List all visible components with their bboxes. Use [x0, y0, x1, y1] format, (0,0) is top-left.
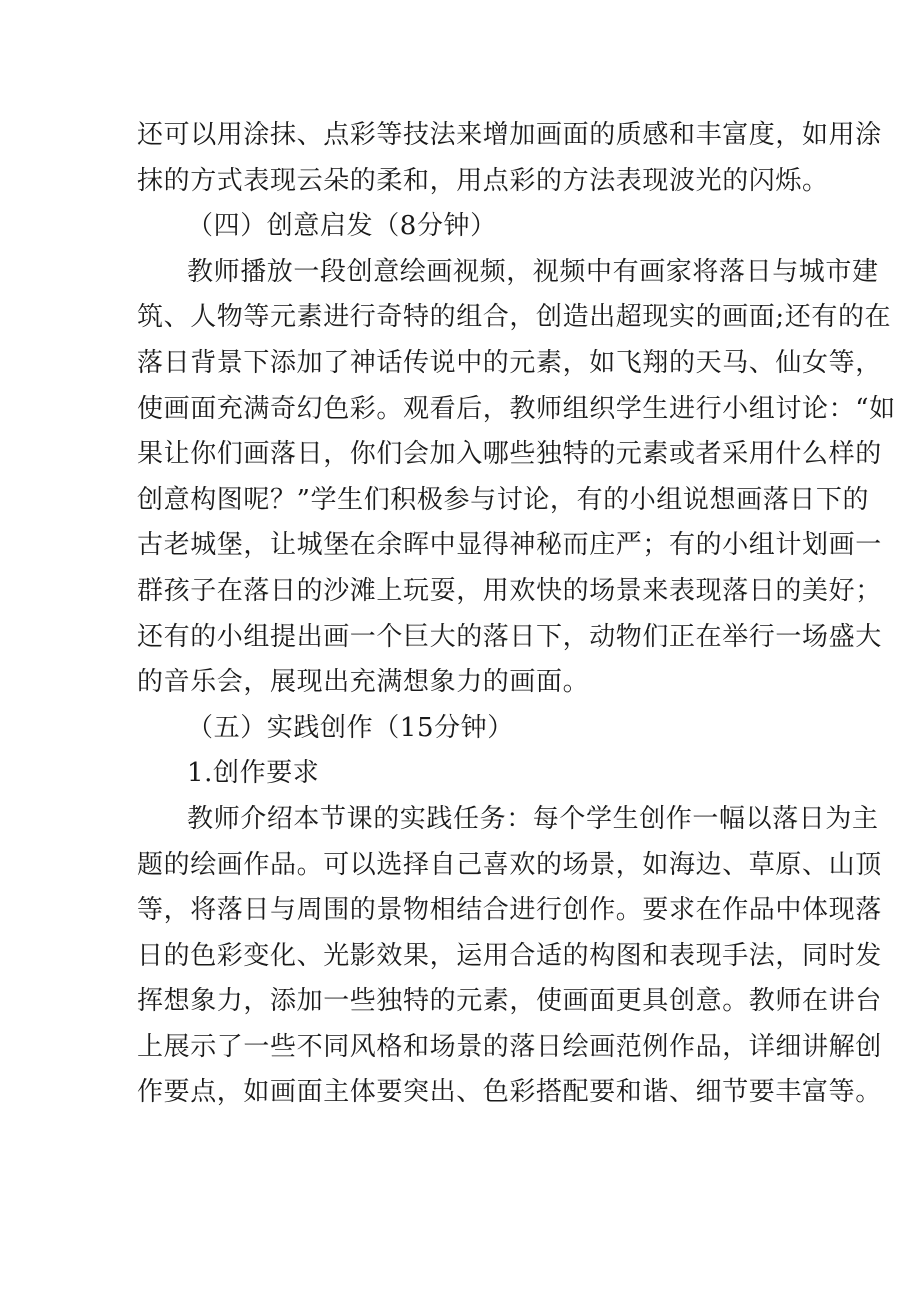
document-body — [137, 113, 896, 1116]
paragraph-line: 挥想象力，添加一些独特的元素，使画面更具创意。教师在讲台 — [137, 986, 882, 1017]
paragraph-line: 作要点，如画面主体要突出、色彩搭配要和谐、细节要丰富等。 — [137, 1077, 882, 1108]
section-heading: （五）实践创作（15分钟） — [187, 712, 514, 743]
paragraph-line: 抹的方式表现云朵的柔和，用点彩的方法表现波光的闪烁。 — [137, 165, 829, 196]
paragraph-line: 上展示了一些不同风格和场景的落日绘画范例作品，详细讲解创 — [137, 1031, 882, 1062]
paragraph-line: 落日背景下添加了神话传说中的元素，如飞翔的天马、仙女等， — [137, 347, 882, 378]
paragraph-line: 教师介绍本节课的实践任务：每个学生创作一幅以落日为主 — [187, 803, 879, 834]
paragraph-line: 的音乐会，展现出充满想象力的画面。 — [137, 667, 590, 698]
paragraph-line: 日的色彩变化、光影效果，运用合适的构图和表现手法，同时发 — [137, 940, 882, 971]
paragraph-line: 还可以用涂抹、点彩等技法来增加画面的质感和丰富度，如用涂 — [137, 120, 882, 150]
paragraph-line: 教师播放一段创意绘画视频，视频中有画家将落日与城市建 — [187, 256, 879, 287]
paragraph-line: 果让你们画落日，你们会加入哪些独特的元素或者采用什么样的 — [137, 439, 882, 470]
paragraph-line: 使画面充满奇幻色彩。观看后，教师组织学生进行小组讨论：“如 — [137, 393, 896, 424]
paragraph-line: 题的绘画作品。可以选择自己喜欢的场景，如海边、草原、山顶 — [137, 849, 882, 880]
subsection-heading: 1.创作要求 — [187, 758, 320, 789]
paragraph-line: 群孩子在落日的沙滩上玩耍，用欢快的场景来表现落日的美好； — [137, 575, 882, 606]
paragraph-line: 等，将落日与周围的景物相结合进行创作。要求在作品中体现落 — [137, 895, 882, 926]
paragraph-line: 古老城堡，让城堡在余晖中显得神秘而庄严；有的小组计划画一 — [137, 530, 882, 561]
section-heading: （四）创意启发（8分钟） — [187, 211, 497, 242]
paragraph-line: 创意构图呢？”学生们积极参与讨论，有的小组说想画落日下的 — [137, 484, 870, 515]
paragraph-line: 还有的小组提出画一个巨大的落日下，动物们正在举行一场盛大 — [137, 621, 882, 652]
paragraph-line: 筑、人物等元素进行奇特的组合，创造出超现实的画面;还有的在 — [137, 302, 892, 333]
